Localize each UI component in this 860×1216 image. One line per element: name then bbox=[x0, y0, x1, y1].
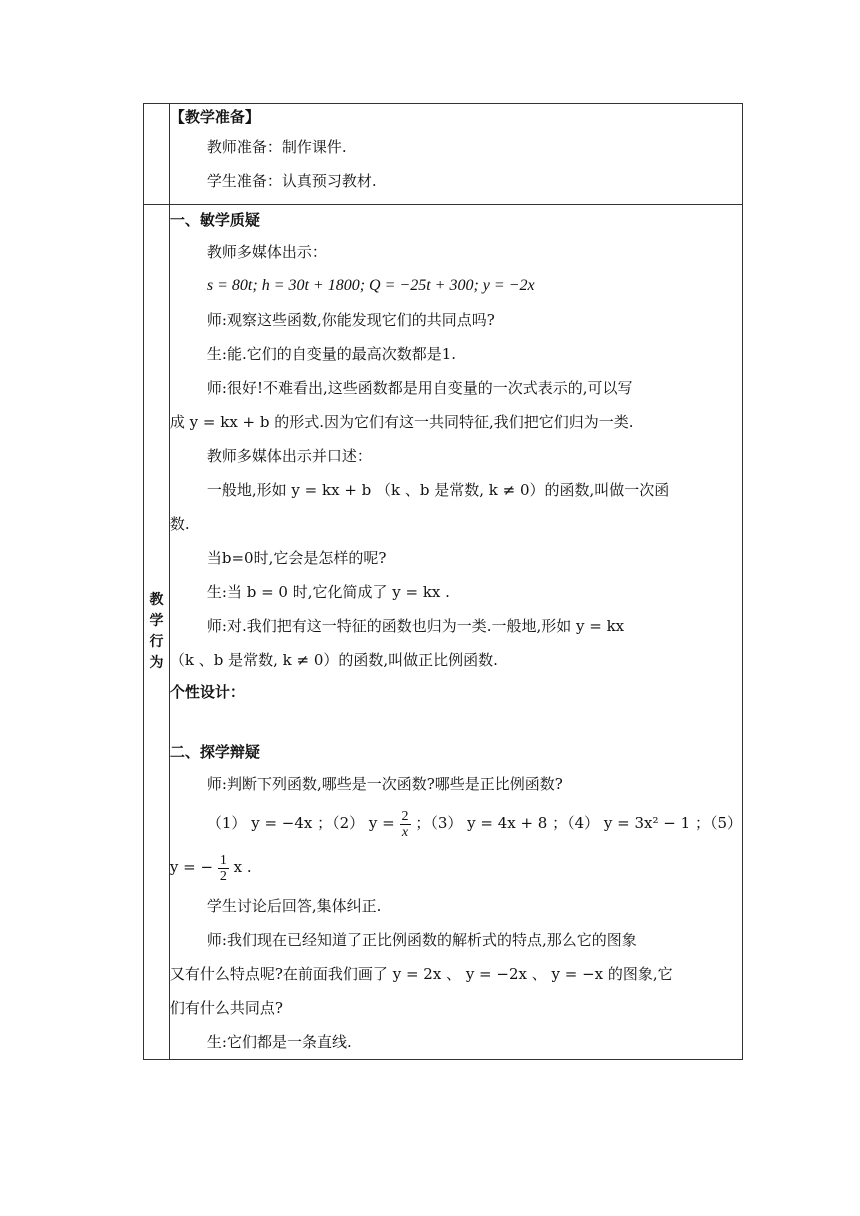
label-char: 为 bbox=[149, 655, 164, 671]
text-line: 师:对.我们把有这一特征的函数也归为一类.一般地,形如 y = kx bbox=[206, 617, 625, 635]
behavior-label-cell bbox=[144, 205, 170, 1060]
prep-label-cell bbox=[144, 104, 170, 205]
text-line: 当b=0时,它会是怎样的呢? bbox=[206, 549, 387, 567]
prep-heading: 【教学准备】 bbox=[169, 108, 260, 126]
question-5 bbox=[170, 845, 742, 889]
function-list: s = 80t; h = 30t + 1800; Q = −25t + 300; y = −2x bbox=[206, 277, 535, 294]
label-char: 教 bbox=[149, 592, 164, 608]
blank-space bbox=[170, 707, 742, 737]
text-line: 们有什么共同点? bbox=[169, 999, 283, 1017]
lesson-table bbox=[143, 103, 743, 1060]
section1-heading: 一、敏学质疑 bbox=[169, 211, 260, 229]
question-list bbox=[170, 801, 742, 845]
text-line: 教师多媒体出示并口述： bbox=[206, 447, 372, 465]
text-line: 生:它们都是一条直线. bbox=[206, 1033, 352, 1051]
definition-line: （k 、b 是常数, k ≠ 0）的函数,叫做正比例函数. bbox=[169, 651, 498, 669]
question-part: x . bbox=[233, 858, 252, 876]
text-line: 又有什么特点呢?在前面我们画了 y = 2x 、 y = −2x 、 y = −x 的图象,它 bbox=[169, 965, 673, 983]
text-line: 教师多媒体出示： bbox=[206, 243, 327, 261]
student-prep: 学生准备：认真预习教材. bbox=[206, 172, 377, 190]
text-line: 成 y = kx + b 的形式.因为它们有这一共同特征,我们把它们归为一类. bbox=[169, 413, 634, 431]
vertical-label bbox=[144, 590, 169, 674]
text-line: 生:能.它们的自变量的最高次数都是1. bbox=[206, 345, 457, 363]
section2-heading: 二、探学辩疑 bbox=[169, 743, 260, 761]
fraction-numerator: 2 bbox=[401, 808, 409, 824]
fraction bbox=[400, 809, 411, 840]
text-line: 师:判断下列函数,哪些是一次函数?哪些是正比例函数? bbox=[206, 775, 563, 793]
text-line: 师:我们现在已经知道了正比例函数的解析式的特点,那么它的图象 bbox=[206, 931, 637, 949]
behavior-row bbox=[144, 205, 743, 1060]
fraction-denominator: x bbox=[401, 824, 409, 840]
question-part: （1） y = −4x ；（2） y = bbox=[206, 814, 395, 832]
text-line: 师:观察这些函数,你能发现它们的共同点吗? bbox=[206, 311, 495, 329]
label-char: 行 bbox=[149, 634, 164, 650]
text-line: 生:当 b = 0 时,它化简成了 y = kx . bbox=[206, 583, 450, 601]
prep-content-cell bbox=[169, 104, 742, 205]
teacher-prep: 教师准备：制作课件. bbox=[206, 138, 347, 156]
personal-design-label: 个性设计： bbox=[169, 683, 245, 701]
label-char: 学 bbox=[149, 613, 164, 629]
behavior-content-cell bbox=[169, 205, 742, 1060]
fraction-numerator: 1 bbox=[219, 852, 227, 868]
prep-row bbox=[144, 104, 743, 205]
question-part: ；（3） y = 4x + 8 ；（4） y = 3x² − 1 ；（5） bbox=[415, 814, 742, 832]
text-line: 师:很好!不难看出,这些函数都是用自变量的一次式表示的,可以写 bbox=[206, 379, 633, 397]
fraction-denominator: 2 bbox=[219, 868, 227, 884]
fraction bbox=[218, 853, 229, 884]
text-line: 学生讨论后回答,集体纠正. bbox=[206, 897, 382, 915]
question-part: y = − bbox=[169, 858, 214, 876]
definition-line: 一般地,形如 y = kx + b （k 、b 是常数, k ≠ 0）的函数,叫做一次函 bbox=[206, 481, 670, 499]
text-line: 数. bbox=[169, 515, 190, 533]
